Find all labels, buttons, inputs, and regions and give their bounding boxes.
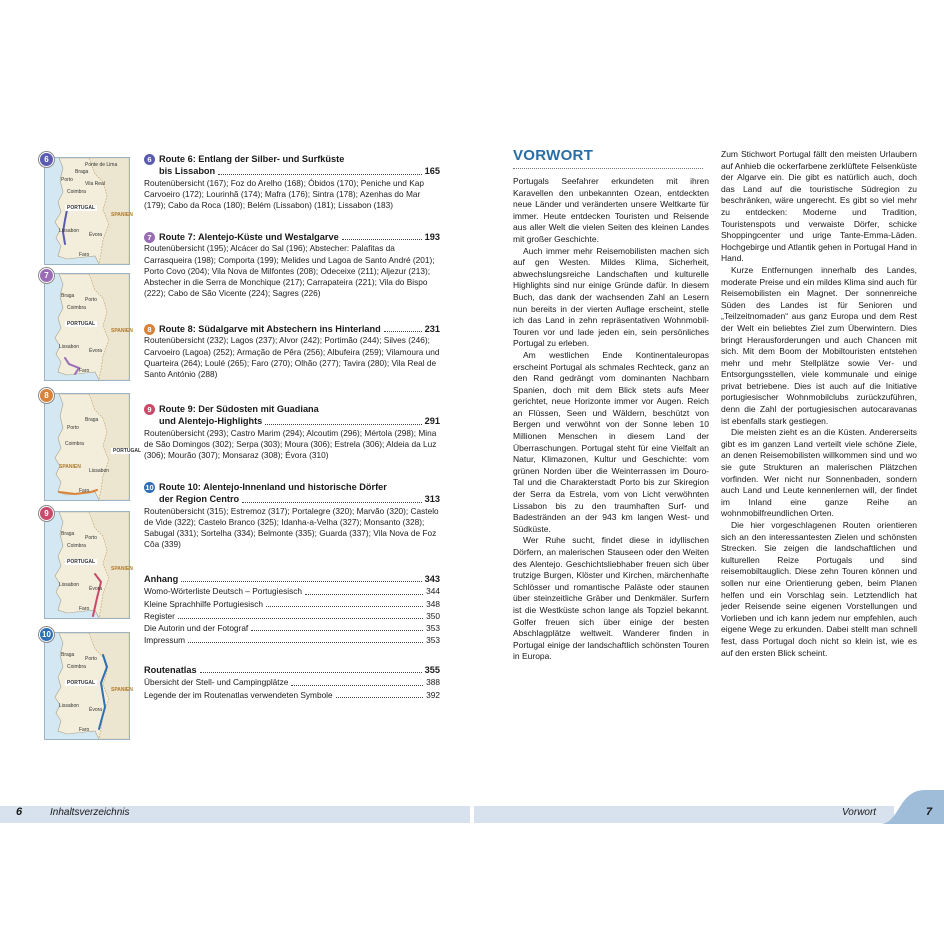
toc-anhang[interactable] — [144, 573, 440, 646]
toc-subitem-label: Übersicht der Stell- und Campingplätze — [144, 677, 289, 688]
map-label: Coimbra — [67, 543, 86, 549]
toc-subitem-label: Womo-Wörterliste Deutsch – Portugiesisch — [144, 586, 303, 597]
toc-page-number: 355 — [424, 665, 440, 675]
toc-route-10[interactable] — [144, 481, 440, 551]
toc-subitem[interactable] — [144, 676, 440, 688]
portugal-map-shape — [45, 394, 129, 500]
footer-band-right — [474, 806, 894, 823]
toc-subitem[interactable] — [144, 622, 440, 634]
route-badge-9: 9 — [39, 506, 54, 521]
map-label: Coimbra — [67, 664, 86, 670]
dot-leader — [181, 581, 421, 582]
toc-page-number: 388 — [426, 677, 440, 688]
toc-page-number: 350 — [426, 610, 440, 621]
map-label: PORTUGAL — [67, 559, 96, 565]
toc-subitem[interactable] — [144, 598, 440, 610]
map-label: SPANIEN — [111, 328, 133, 334]
dot-leader — [265, 424, 421, 425]
toc-route-places: Routenübersicht (293); Castro Marim (294); Alcoutim (296); Mértola (298); Mina de São Domingos (302); Serpa (303); Moura (306); Estrela (306); Aldeia da Luz (306); Mourão (307); Monsaraz (308); Évora (310) — [144, 427, 437, 461]
paragraph: Die hier vorgeschlagenen Routen orientieren sich an den interessantesten Zielen und schönsten Strecken. Sie zeigen die landschaftlichen und kulturellen Reize Portugals und sind reisemobiltauglich. Diese zehn Touren können und sollen nur eine Orientierung geben, beim Planen helfen und ein Vorschlag sein. Letztendlich hat jeder Reisende seine eigenen Vorstellungen und Vorlieben und ich kann jedem nur empfehlen, auch eigene Wege zu erkunden. Dabei stellt man schnell fest, dass Portugal doch nicht so klein ist, wie es auf den ersten Blick scheint. — [721, 520, 917, 658]
map-label: Évora — [89, 348, 103, 354]
portugal-map-shape — [45, 633, 129, 739]
dot-leader — [305, 594, 423, 595]
map-label: Braga — [85, 417, 99, 423]
toc-page-number: 353 — [426, 623, 440, 634]
toc-page-number: 348 — [426, 598, 440, 609]
paragraph: Auch immer mehr Reisemobilisten machen sich auf gen Westen. Mildes Klima, Sicherheit, abwechslungsreiche Landschaften und kulturelle Highlights sind nur einige Gründe dafür. In diesem Buch, das dank der wachsenden Zahl an Lesern nun bereits in der vierten Auflage erscheint, stelle ich das Land in zehn repräsentativen Wohnmobil-Touren vor und lade jeden ein, sein persönliches Portugal zu erleben. — [513, 245, 709, 349]
map-label: Porto — [67, 425, 79, 431]
toc-page-number: 392 — [426, 689, 440, 700]
toc-route-places: Routenübersicht (232); Lagos (237); Alvor (242); Portimão (244); Silves (246); Carvoeiro (Lagoa) (252); Armação de Pêra (256); Albufeira (259); Vilamoura und Quarteira (264); Loulé (265); Faro (270); Olhão (277); Tavira (280); Vila Real de Santo António (288) — [144, 335, 440, 380]
map-label: PORTUGAL — [67, 205, 96, 211]
route-number-badge: 6 — [144, 154, 155, 165]
map-label: Porto — [85, 535, 97, 541]
dot-leader — [242, 502, 422, 503]
route-badge-6: 6 — [39, 152, 54, 167]
dot-leader — [336, 697, 424, 698]
map-label: SPANIEN — [111, 687, 133, 693]
map-label: Évora — [89, 586, 103, 592]
dot-leader — [178, 618, 423, 619]
toc-route-6[interactable] — [144, 153, 440, 211]
route-badge-8: 8 — [39, 388, 54, 403]
map-label: Faro — [79, 368, 90, 374]
map-label: Évora — [89, 707, 103, 713]
map-label: Porto — [85, 656, 97, 662]
toc-route-title: Route 10: Alentejo-Innenland und historische Dörfer — [159, 482, 387, 492]
toc-route-title-cont: der Region Centro — [159, 494, 240, 505]
map-label: Lissabon — [59, 344, 80, 350]
map-label: Porto — [85, 297, 97, 303]
toc-subitem-label: Legende der im Routenatlas verwendeten Symbole — [144, 689, 333, 700]
toc-route-title: Route 7: Alentejo-Küste und Westalgarve — [159, 232, 339, 242]
footer-section-right: Vorwort — [842, 807, 877, 818]
map-label: Vila Real — [85, 181, 105, 187]
toc-route-7[interactable] — [144, 231, 440, 299]
map-label: Braga — [75, 169, 89, 175]
toc-subitem[interactable] — [144, 610, 440, 622]
map-label: Lissabon — [59, 703, 80, 709]
map-label: PORTUGAL — [67, 680, 96, 686]
toc-page-number: 291 — [424, 416, 440, 427]
toc-route-title-cont: und Alentejo-Highlights — [159, 416, 263, 427]
map-label: Coimbra — [67, 305, 86, 311]
map-label: Évora — [89, 232, 103, 238]
map-label: Ponte de Lima — [85, 162, 118, 168]
toc-route-places: Routenübersicht (195); Alcácer do Sal (196); Abstecher: Palafitas da Carrasqueira (198); Comporta (199); Melides und Lagoa de Santo André (201); Porto Covo (204); Vila Nova de Milfontes (208); Odeceixe (211); Aljezur (213); Abstecher in die Serra de Monchique (217); Carrapateira (221); Vila do Bispo (222); Cabo de São Vicente (224); Sagres (226) — [144, 243, 435, 299]
toc-page-number: 353 — [426, 635, 440, 646]
map-label: Lissabon — [89, 468, 110, 474]
map-label: PORTUGAL — [113, 448, 142, 454]
toc-subitem[interactable] — [144, 585, 440, 597]
toc-route-title: Route 9: Der Südosten mit Guadiana — [159, 404, 319, 414]
toc-page-number: 313 — [424, 494, 440, 505]
map-label: Porto — [61, 177, 73, 183]
portugal-map-shape — [45, 274, 129, 380]
toc-route-places: Routenübersicht (167); Foz do Arelho (168); Óbidos (170); Peniche und Kap Carvoeiro (172); Lourinhã (174); Mafra (176); Sintra (178); Azenhas do Mar (179); Cabo da Roca (180); Belém (Lissabon) (181); Lissabon (183) — [144, 177, 424, 211]
map-label: Coimbra — [65, 441, 84, 447]
toc-section-title: Anhang — [144, 574, 179, 584]
toc-subitem-label: Register — [144, 610, 175, 621]
map-label: Faro — [79, 606, 90, 612]
map-label: Braga — [61, 652, 75, 658]
route-number-badge: 8 — [144, 324, 155, 335]
map-label: Coimbra — [67, 189, 86, 195]
route-badge-10: 10 — [39, 627, 54, 642]
dot-leader — [200, 672, 422, 673]
paragraph: Wer Ruhe sucht, findet diese in idyllischen Dörfern, an malerischen Stauseen oder den Weiten des Alentejo. Geschichtsliebhaber freuen sich über trutzige Burgen, Klöster und Kirchen, märchenhafte Schlösser und romantische Paläste oder staunen über steinzeitliche Gräber und Denkmäler. Surfern ist die Westküste schon lange als Topziel bekannt. Golfer freuen sich über einige der besten Abschlagplätze weltweit. Wanderer finden in Portugal einige der landschaftlich schönsten Touren in Europa. — [513, 535, 709, 662]
toc-page-number: 344 — [426, 586, 440, 597]
map-label: PORTUGAL — [67, 321, 96, 327]
toc-subitem-label: Kleine Sprachhilfe Portugiesisch — [144, 598, 263, 609]
toc-section-title: Routenatlas — [144, 665, 197, 675]
dot-leader — [251, 630, 423, 631]
toc-subitem[interactable] — [144, 689, 440, 701]
map-label: Lissabon — [59, 228, 80, 234]
toc-page-number: 343 — [424, 574, 440, 584]
toc-subitem-label: Die Autorin und der Fotograf — [144, 623, 249, 634]
paragraph: Zum Stichwort Portugal fällt den meisten Urlaubern auf Anhieb die ockerfarbene zerklüftete Felsenküste der Algarve ein. Die gibt es natürlich auch, doch das Land auf die touristische Südregion zu beschränken, wäre ungerecht. Es gibt so viel mehr zu entdecken: Moderne und Tradition, Touristenspots und verwaiste Dörfer, schicke Shoppingcenter und urige Tante-Emma-Läden. Hochgebirge und Atlantik gehen in Portugal Hand in Hand. — [721, 149, 917, 264]
route-number-badge: 7 — [144, 232, 155, 243]
dot-leader — [188, 642, 423, 643]
toc-route-title: Route 6: Entlang der Silber- und Surfküste — [159, 154, 345, 164]
toc-route-title: Route 8: Südalgarve mit Abstechern ins Hinterland — [159, 324, 381, 334]
route-map-7[interactable] — [44, 271, 133, 381]
paragraph: Die meisten zieht es an die Küsten. Andererseits gibt es im ganzen Land verteilt viele schöne Ziele, an denen Reisemobilisten willkommen sind und wo sie gute Strukturen an malerischen Plätzchen vorfinden. Wer nicht nur Sonnenbaden, sondern auch Land und Leute kennenlernen will, der findet im Inland eine ganze Reihe an wohnmobilfreundlichen Orten. — [721, 427, 917, 519]
map-label: Faro — [79, 252, 90, 258]
dot-leader — [218, 174, 421, 175]
route-map-6[interactable] — [44, 155, 133, 265]
dot-leader — [384, 331, 422, 332]
toc-route-title-cont: bis Lissabon — [159, 166, 216, 177]
dot-leader — [291, 685, 423, 686]
map-label: SPANIEN — [111, 566, 133, 572]
page-number-right: 7 — [926, 806, 933, 818]
map-label: Braga — [61, 293, 75, 299]
paragraph: Kurze Entfernungen innerhalb des Landes, moderate Preise und ein mildes Klima sind auch für Reisemobilisten ein Magnet. Der sonnenreiche Süden des Landes ist für Senioren und „Teilzeitnomaden“ aus ganz Europa und dem Rest der Welt ein beliebtes Ziel zum Überwintern. Dies bringt Herausforderungen und auch Chancen mit sich. Mit dem Boom der Mobiltouristen entstehen mehr und mehr Stellplätze sowie Ver- und Entsorgungsstellen, viele kommunale und einige privat betriebene. Dies ist auch auf die Initiative portugiesischer Wohnmobilclubs zurückzuführen, denn die Zahl der portugiesischen autocaravanas ist ebenfalls stark gestiegen. — [721, 264, 917, 426]
paragraph: Am westlichen Ende Kontinentaleuropas erscheint Portugal als schmales Rechteck, ganz an den Rand gedrängt vom dominanten Nachbarn Spanien, doch mit dem Blick stets aufs Meer gerichtet, neue Horizonte immer vor Augen. Reich an Flüssen, Seen und Wäldern, beschützt von Bergen und verwöhnt von der Sonne leben 10 Millionen Menschen in diesem Land der Überraschungen. Portugal steht für eine Vielfalt an Natur, Klimazonen, Kultur und Geschichte: vom grünen Norden über die Weinterrassen im Douro-Tal und die Charakterstadt Porto bis zur Skiregion der Serra da Estrela, vom von Licht verwöhnten Lissabon bis zu den traumhaften Surf- und Badestränden an der 943 km langen West- und Südküste. — [513, 349, 709, 534]
map-label: Lissabon — [59, 582, 80, 588]
vorwort-column-1 — [513, 176, 709, 663]
route-number-badge: 9 — [144, 404, 155, 415]
route-map-10[interactable] — [42, 630, 133, 740]
map-label: SPANIEN — [59, 464, 81, 470]
toc-subitem-label: Impressum — [144, 635, 186, 646]
route-map-8[interactable] — [44, 391, 142, 501]
toc-subitem[interactable] — [144, 634, 440, 646]
toc-page-number: 193 — [424, 232, 440, 242]
vorwort-column-2 — [721, 149, 917, 659]
page-number-left: 6 — [16, 806, 23, 818]
map-label: Braga — [61, 531, 75, 537]
paragraph: Portugals Seefahrer erkundeten mit ihren Karavellen den unbekannten Ozean, entdeckten neue Länder und veränderten unsere Weltkarte für immer. Heute entdecken Touristen und Reisende aus aller Welt die vielen Seiten des kleinen Landes mit großer Geschichte. — [513, 176, 709, 244]
dot-leader — [342, 239, 422, 240]
map-label: Faro — [79, 727, 90, 733]
dot-leader — [266, 606, 423, 607]
toc-route-8[interactable] — [144, 323, 440, 380]
toc-route-9[interactable] — [144, 403, 440, 461]
map-label: Faro — [79, 488, 90, 494]
map-label: SPANIEN — [111, 212, 133, 218]
toc-routenatlas[interactable] — [144, 664, 440, 701]
route-map-9[interactable] — [44, 509, 133, 619]
footer-section-left: Inhaltsverzeichnis — [50, 807, 130, 818]
toc-route-places: Routenübersicht (315); Estremoz (317); Portalegre (320); Marvão (320); Castelo de Vide (322); Castelo Branco (325); Idanha-a-Velha (327); Monsanto (328); Sabugal (331); Sortelha (334); Belmonte (335); Guarda (337); Vila Nova de Foz Côa (339) — [144, 505, 439, 550]
toc-page-number: 231 — [424, 324, 440, 334]
route-badge-7: 7 — [39, 268, 54, 283]
title-rule — [513, 168, 703, 169]
page-title: VORWORT — [513, 147, 594, 164]
toc-page-number: 165 — [424, 166, 440, 177]
portugal-map-shape — [45, 512, 129, 618]
footer-tab-shape — [880, 790, 944, 824]
route-number-badge: 10 — [145, 483, 154, 492]
